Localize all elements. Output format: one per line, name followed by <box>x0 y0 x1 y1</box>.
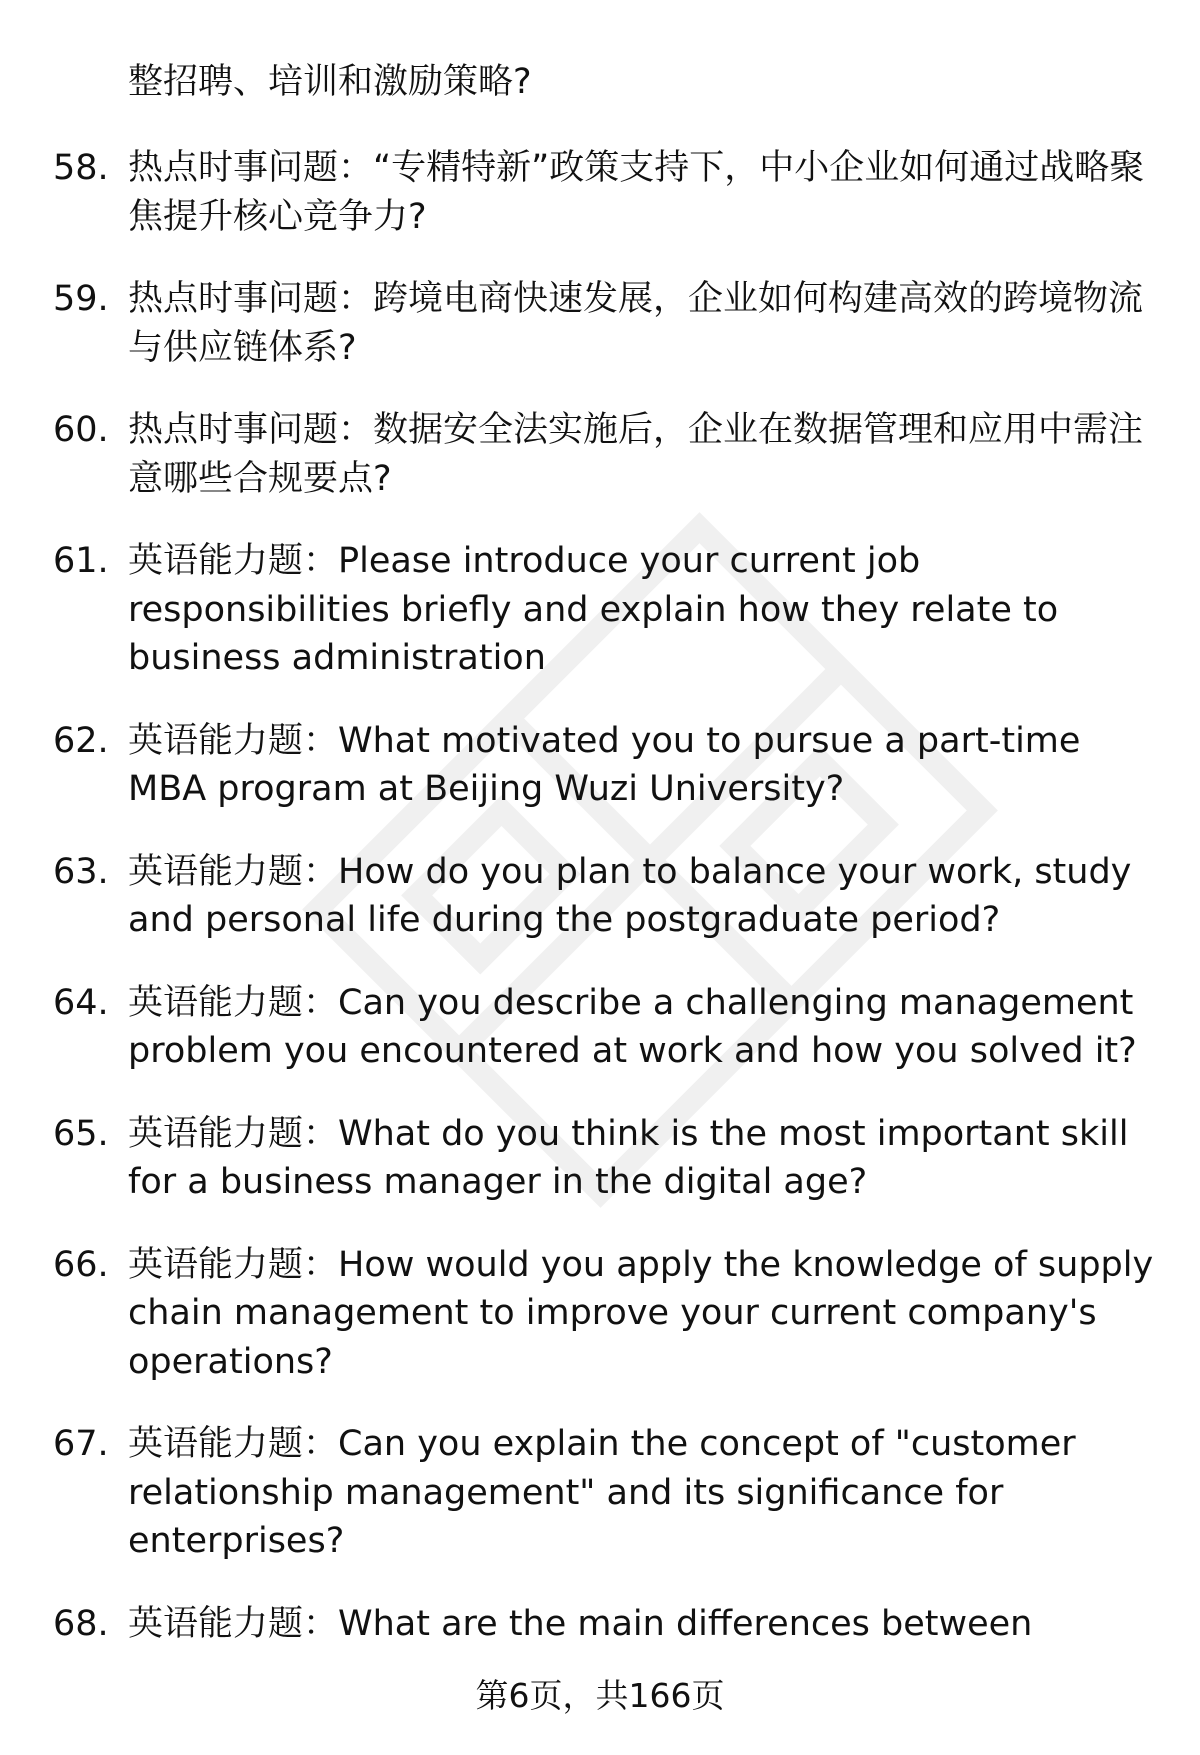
question-number: 65. <box>53 1113 109 1154</box>
question-text: 英语能力题：Can you describe a challenging management problem you encountered at work and how you solved it? <box>128 982 1137 1071</box>
question-number: 61. <box>53 541 109 581</box>
question-number: 62. <box>53 720 109 761</box>
question-text: 英语能力题：What do you think is the most important skill for a business manager in the digital age? <box>128 1113 1129 1202</box>
list-item <box>0 537 1168 683</box>
list-item <box>0 848 1168 945</box>
question-number: 68. <box>53 1603 109 1644</box>
question-text: 英语能力题：How do you plan to balance your work, study and personal life during the postgraduate period? <box>128 851 1132 940</box>
list-item <box>0 1600 1168 1649</box>
question-text: 英语能力题：How would you apply the knowledge of supply chain management to improve your current company's operations? <box>128 1244 1154 1382</box>
list-item <box>0 1241 1168 1387</box>
question-number: 60. <box>53 410 109 450</box>
question-number: 59. <box>53 279 109 319</box>
list-item <box>0 406 1168 503</box>
question-text: 英语能力题：What motivated you to pursue a part-time MBA program at Beijing Wuzi University? <box>128 720 1081 809</box>
question-number: 64. <box>53 982 109 1023</box>
question-text: 热点时事问题：“专精特新”政策支持下，中小企业如何通过战略聚焦提升核心竞争力? <box>128 148 1145 237</box>
list-item <box>0 979 1168 1076</box>
question-text: 英语能力题：What are the main differences between <box>128 1603 1033 1644</box>
list-item <box>0 275 1168 372</box>
list-item <box>0 717 1168 814</box>
question-text: 英语能力题：Can you explain the concept of "customer relationship management" and its significance for enterprises? <box>128 1424 1076 1561</box>
list-item <box>0 1420 1168 1566</box>
page-footer: 第6页，共166页 <box>475 1676 725 1715</box>
question-number: 63. <box>53 851 109 892</box>
question-number: 58. <box>53 148 109 188</box>
question-text: 热点时事问题：跨境电商快速发展，企业如何构建高效的跨境物流与供应链体系? <box>128 279 1144 368</box>
list-item <box>0 1110 1168 1207</box>
question-text: 英语能力题：Please introduce your current job responsibilities briefly and explain how they relate to business administration <box>128 541 1059 678</box>
question-list <box>0 144 1200 1682</box>
question-number: 66. <box>53 1244 109 1285</box>
question-text: 热点时事问题：数据安全法实施后，企业在数据管理和应用中需注意哪些合规要点? <box>128 410 1144 499</box>
continuation-text: 整招聘、培训和激励策略? <box>128 62 532 102</box>
list-item <box>0 144 1168 241</box>
question-number: 67. <box>53 1424 109 1464</box>
